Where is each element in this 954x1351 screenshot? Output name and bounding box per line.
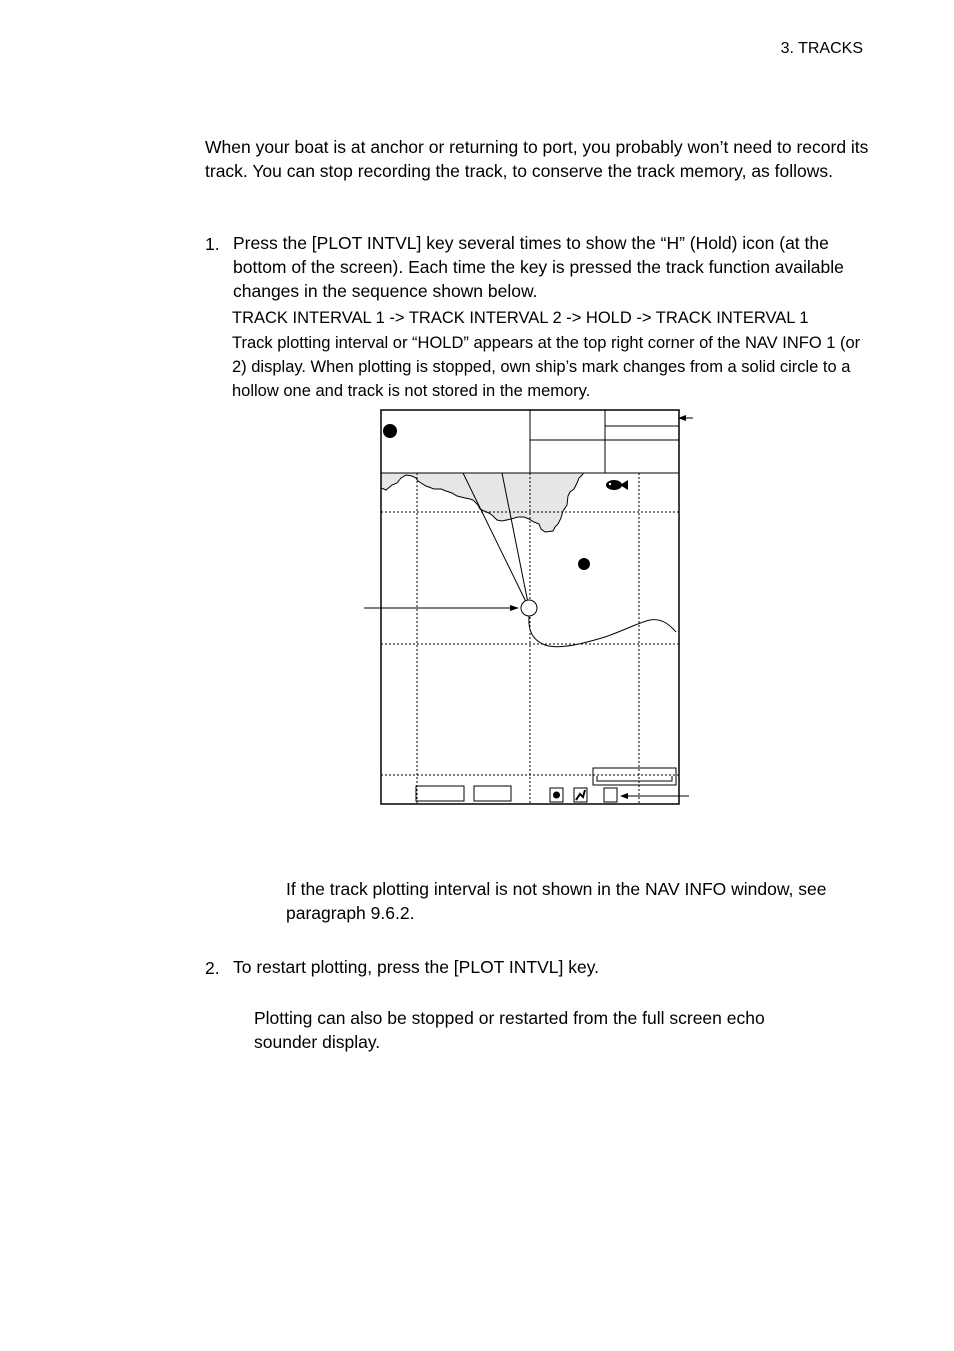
hold-icon-box <box>604 788 617 802</box>
plotter-screen-illustration <box>360 405 700 810</box>
intro-paragraph: When your boat is at anchor or returning to port, you probably won’t need to record its track. You can stop recording the track, to conserve the track memory, as follows. <box>205 137 869 181</box>
scale-box <box>593 768 676 785</box>
note-1: If the track plotting interval is not shown in the NAV INFO window, see paragraph 9.6.2. <box>286 879 827 923</box>
own-ship-arrow-icon <box>510 605 519 611</box>
step-2-text: To restart plotting, press the [PLOT INTVL] key. <box>233 957 600 977</box>
plot-dot-icon <box>553 792 560 799</box>
step-1-text: Press the [PLOT INTVL] key several times to show the “H” (Hold) icon (at the bottom of the screen). Each time the key is pressed the track function available changes in the sequence shown below. <box>233 233 844 301</box>
solid-dot-icon <box>383 424 397 438</box>
step-1-detail: Track plotting interval or “HOLD” appears at the top right corner of the NAV INFO 1 (or 2) display. When plotting is stopped, own ship’s mark changes from a solid circle to a hollow one and track is not stored in the memory. <box>232 334 861 400</box>
status-box-1 <box>416 786 464 801</box>
fish-icon <box>606 480 628 490</box>
track-line <box>529 616 676 647</box>
grid-lines <box>381 473 679 804</box>
own-ship-hollow-icon <box>521 600 537 616</box>
land-mass <box>381 473 583 532</box>
scale-bar <box>597 776 672 781</box>
track-mini-icon <box>576 790 585 800</box>
step-2-number: 2. <box>205 958 220 978</box>
status-box-2 <box>474 786 511 801</box>
step-1-number: 1. <box>205 234 220 254</box>
step-1-sequence: TRACK INTERVAL 1 -> TRACK INTERVAL 2 -> HOLD -> TRACK INTERVAL 1 <box>232 309 809 327</box>
page-header: 3. TRACKS <box>780 40 863 57</box>
waypoint-dot-icon <box>578 558 590 570</box>
note-2: Plotting can also be stopped or restarted from the full screen echo sounder display. <box>254 1008 765 1052</box>
hold-icon-arrow-icon <box>620 793 628 799</box>
